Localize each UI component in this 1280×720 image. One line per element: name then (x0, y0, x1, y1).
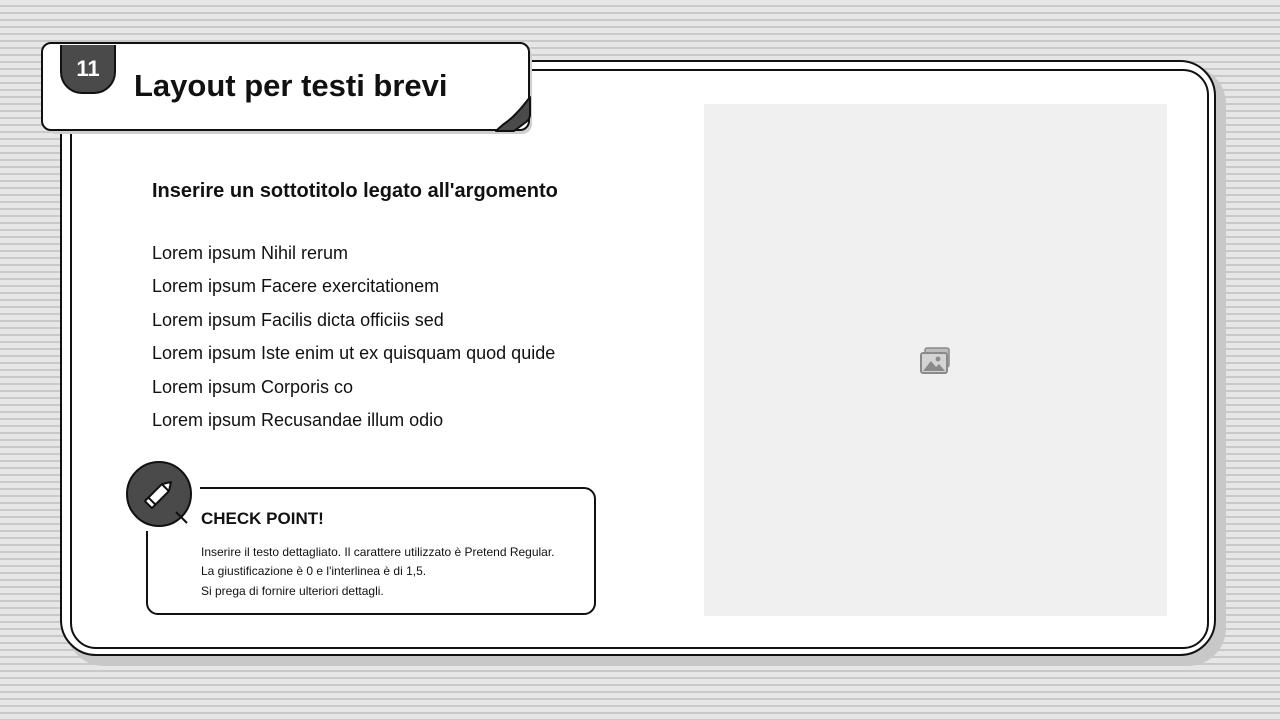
image-placeholder-icon (920, 347, 951, 374)
text-list (152, 237, 555, 437)
checkpoint-line: Si prega di fornire ulteriori dettagli. (201, 583, 384, 598)
pencil-icon (138, 473, 180, 515)
list-item: Lorem ipsum Facere exercitationem (152, 276, 440, 297)
checkpoint-body (201, 543, 555, 601)
checkpoint-line: La giustificazione è 0 e l'interlinea è di 1,5. (201, 564, 427, 579)
list-item: Lorem ipsum Iste enim ut ex quisquam quod quide (152, 343, 556, 364)
checkpoint-title: CHECK POINT! (201, 509, 324, 528)
checkpoint-line: Inserire il testo dettagliato. Il carattere utilizzato è Pretend Regular. (201, 545, 555, 559)
list-item: Lorem ipsum Recusandae illum odio (152, 409, 444, 430)
list-item: Lorem ipsum Corporis co (152, 376, 354, 397)
page-fold-icon (494, 95, 532, 133)
list-item: Lorem ipsum Facilis dicta officiis sed (152, 309, 444, 330)
slide-subtitle: Inserire un sottotitolo legato all'argomento (152, 180, 558, 202)
slide-title: Layout per testi brevi (134, 68, 448, 103)
list-item: Lorem ipsum Nihil rerum (152, 243, 349, 263)
slide-number-badge: 11 (60, 45, 116, 94)
image-placeholder[interactable] (704, 104, 1167, 616)
callout-pointer (174, 510, 190, 526)
